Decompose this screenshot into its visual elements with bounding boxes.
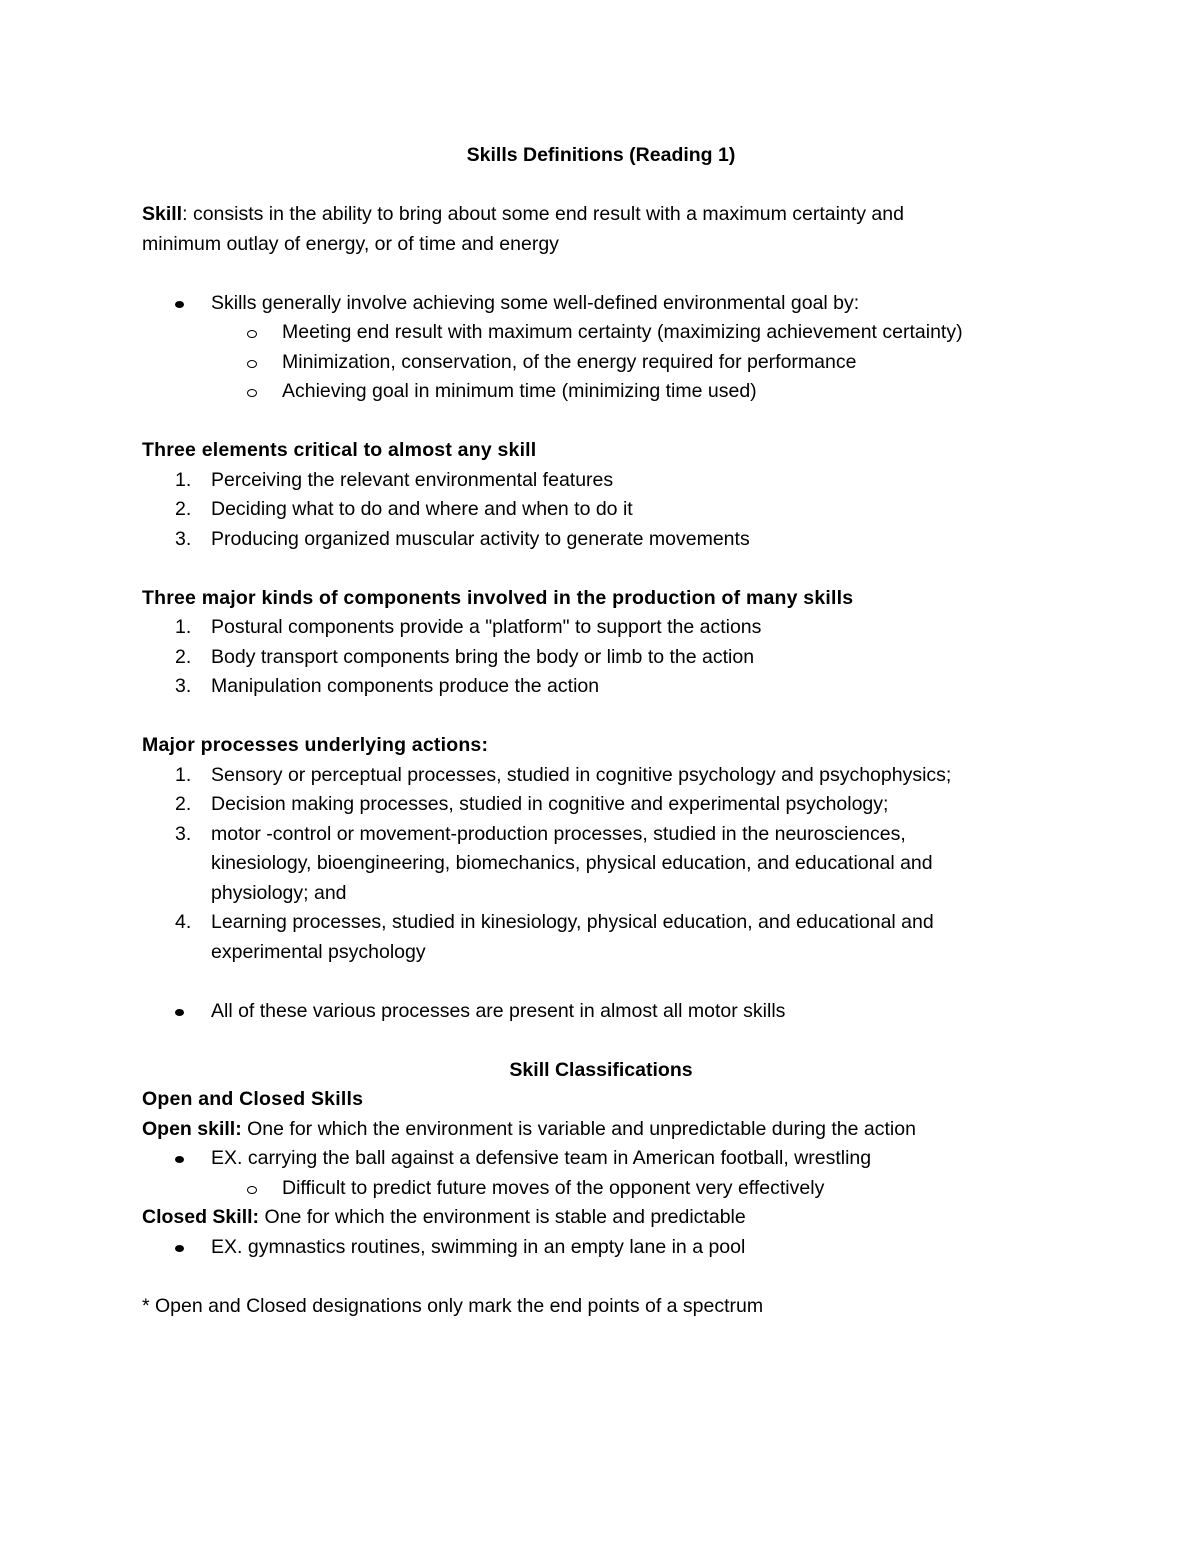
bullet-disc-icon: [175, 1156, 184, 1163]
list-item: [142, 1144, 1062, 1174]
document-body: [142, 141, 1062, 1321]
sub-bullet-text: Minimization, conservation, of the energy required for performance: [282, 350, 857, 373]
list-item-text: Manipulation components produce the action: [211, 675, 600, 697]
list-item-text: Producing organized muscular activity to generate movements: [211, 527, 750, 550]
list-number: 2.: [175, 645, 192, 668]
sub-bullet-text: Achieving goal in minimum time (minimizing time used): [282, 380, 757, 402]
list-item: [142, 613, 1062, 643]
page-title: Skills Definitions (Reading 1): [466, 144, 736, 166]
list-number: 2.: [175, 498, 192, 520]
list-item-text: physiology; and: [211, 881, 347, 904]
list-item-text: experimental psychology: [211, 940, 426, 963]
bullet-circle-icon: [247, 330, 257, 338]
list-item-text: Learning processes, studied in kinesiology, physical education, and educational and: [211, 911, 934, 933]
skill-definition: [142, 200, 1062, 230]
list-item-text: motor -control or movement-production processes, studied in the neurosciences,: [211, 822, 906, 845]
list-item-text: Sensory or perceptual processes, studied in cognitive psychology and psychophysics;: [211, 763, 952, 786]
list-item: [142, 908, 1062, 967]
list-item: [142, 466, 1062, 496]
open-skill-text: One for which the environment is variable and unpredictable during the action: [241, 1117, 916, 1140]
list-item: [142, 525, 1062, 555]
list-item: [142, 997, 1062, 1027]
bullet-disc-icon: [175, 1245, 184, 1252]
closed-skill-term: Closed Skill:: [142, 1206, 260, 1228]
three-elements-heading: Three elements critical to almost any skill: [142, 439, 537, 461]
list-item: [142, 761, 1062, 791]
list-number: 3.: [175, 527, 192, 550]
list-number: 4.: [175, 911, 192, 933]
list-item: [142, 289, 1062, 319]
open-closed-subheading: Open and Closed Skills: [142, 1088, 364, 1110]
bullet-disc-icon: [175, 1009, 184, 1016]
skill-definition-line1: : consists in the ability to bring about some end result with a maximum certainty and: [182, 203, 904, 225]
skill-term: Skill: [142, 203, 183, 225]
sub-bullet-text: Meeting end result with maximum certainty (maximizing achievement certainty): [282, 321, 963, 343]
processes-bullet-text: All of these various processes are present in almost all motor skills: [211, 999, 786, 1022]
list-item: [142, 820, 1062, 909]
bullet-circle-icon: [247, 389, 257, 397]
list-item-text: Body transport components bring the body or limb to the action: [211, 645, 755, 668]
list-item: [142, 348, 1062, 378]
list-item: [142, 1233, 1062, 1263]
skills-bullet-text: Skills generally involve achieving some well-defined environmental goal by:: [211, 291, 860, 314]
list-item-text: Decision making processes, studied in cognitive and experimental psychology;: [211, 793, 889, 815]
closed-skill-text: One for which the environment is stable and predictable: [259, 1206, 746, 1228]
bullet-circle-icon: [247, 1186, 257, 1194]
list-number: 1.: [175, 468, 192, 491]
list-item-text: kinesiology, bioengineering, biomechanics, physical education, and educational and: [211, 852, 933, 874]
list-number: 3.: [175, 675, 192, 697]
footnote: * Open and Closed designations only mark the end points of a spectrum: [142, 1294, 764, 1317]
open-example-text: EX. carrying the ball against a defensive team in American football, wrestling: [211, 1147, 872, 1169]
list-number: 2.: [175, 793, 192, 815]
closed-skill-definition: [142, 1203, 1062, 1233]
classifications-heading: Skill Classifications: [509, 1058, 693, 1081]
list-item: [142, 672, 1062, 702]
bullet-disc-icon: [175, 301, 184, 308]
closed-example-text: EX. gymnastics routines, swimming in an empty lane in a pool: [211, 1235, 746, 1258]
open-skill-definition: [142, 1115, 1062, 1145]
list-number: 3.: [175, 822, 192, 845]
list-item-text: Postural components provide a "platform" to support the actions: [211, 616, 762, 638]
list-item: [142, 377, 1062, 407]
skill-definition-line2: minimum outlay of energy, or of time and energy: [142, 232, 559, 255]
three-components-heading: Three major kinds of components involved in the production of many skills: [142, 586, 854, 609]
list-item: [142, 790, 1062, 820]
list-item: [142, 1174, 1062, 1204]
open-sub-text: Difficult to predict future moves of the opponent very effectively: [282, 1176, 825, 1199]
list-number: 1.: [175, 616, 192, 638]
list-item: [142, 318, 1062, 348]
list-item-text: Perceiving the relevant environmental features: [211, 468, 614, 491]
list-item-text: Deciding what to do and where and when to do it: [211, 498, 633, 520]
list-item: [142, 643, 1062, 673]
open-skill-term: Open skill:: [142, 1117, 242, 1140]
list-item: [142, 495, 1062, 525]
major-processes-heading: Major processes underlying actions:: [142, 734, 489, 756]
list-number: 1.: [175, 763, 192, 786]
bullet-circle-icon: [247, 360, 257, 368]
